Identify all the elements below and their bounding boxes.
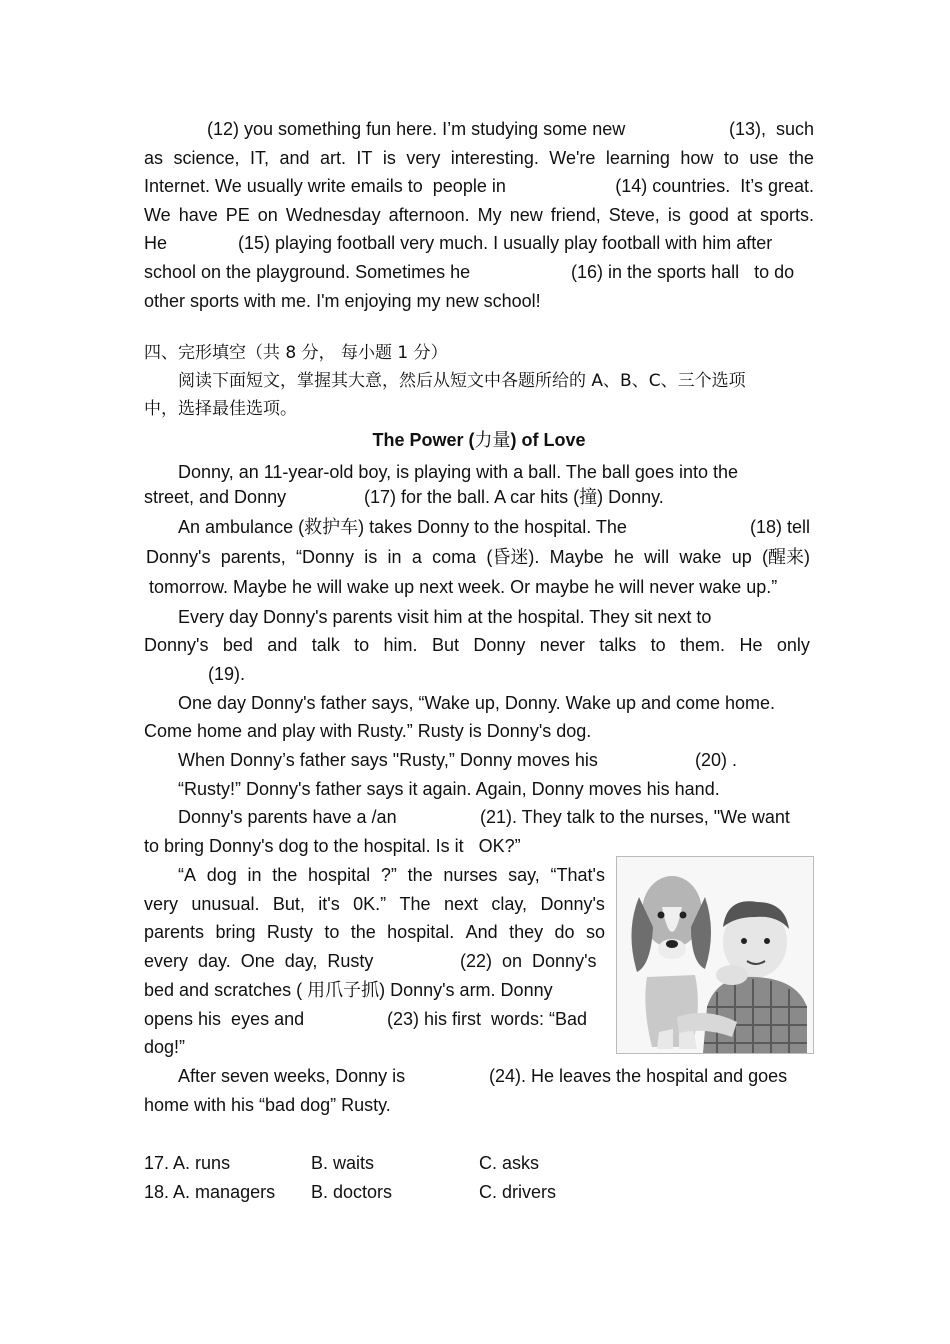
word: to	[723, 148, 739, 168]
passage2-line-6: Every day Donny's parents visit him at the hospital. They sit next to	[178, 607, 712, 627]
word: parents	[144, 922, 205, 942]
word: never	[539, 635, 585, 655]
word: up	[731, 547, 752, 567]
word: Maybe	[549, 547, 604, 567]
word: the	[788, 148, 814, 168]
word: Donny's	[540, 894, 605, 914]
word: ?”	[380, 865, 397, 885]
word: the	[350, 922, 376, 942]
passage1-line-1: (12) you something fun here. I’m studying some new (13), such	[207, 119, 814, 139]
word: interesting.	[450, 148, 539, 168]
passage2-line-13: Donny's parents have a /an (21). They talk to the nurses, "We want	[178, 807, 790, 827]
word: so	[585, 922, 605, 942]
word: “A	[178, 865, 196, 885]
passage2-line-19: bed and scratches ( 用爪子抓) Donny's arm. Donny	[144, 980, 553, 1000]
passage2-line-2: street, and Donny (17) for the ball. A car hits (撞) Donny.	[144, 487, 664, 507]
passage2-line-8: (19).	[208, 664, 246, 684]
word: them.	[680, 635, 726, 655]
word: very	[144, 894, 179, 914]
passage2-line-14: to bring Donny's dog to the hospital. Is it OK?”	[144, 836, 521, 856]
passage2-line-12: “Rusty!” Donny's father says it again. Again, Donny moves his hand.	[178, 779, 720, 799]
passage2-line-3: An ambulance (救护车) takes Donny to the hospital. The (18) tell	[178, 517, 810, 537]
word: “Donny	[296, 547, 355, 567]
word: new	[509, 205, 543, 225]
word: He	[739, 635, 763, 655]
word: in	[247, 865, 262, 885]
word: We're	[549, 148, 596, 168]
passage1-line-3: Internet. We usually write emails to people in (14) countries. It’s great.	[144, 176, 814, 196]
passage1-line-7: other sports with me. I'm enjoying my new school!	[144, 291, 541, 311]
option-18-a: A. managers	[173, 1182, 276, 1202]
word: to	[650, 635, 666, 655]
passage2-line-1: Donny, an 11-year-old boy, is playing with a ball. The ball goes into the	[178, 462, 738, 482]
word: learning	[605, 148, 670, 168]
word: they	[509, 922, 544, 942]
word: Steve,	[608, 205, 660, 225]
passage-title: The Power (力量) of Love	[372, 430, 586, 450]
option-18-c: C. drivers	[479, 1182, 557, 1202]
word: (醒来)	[761, 547, 810, 567]
word: is	[364, 547, 378, 567]
word: on	[257, 205, 278, 225]
passage2-line-7	[144, 634, 810, 656]
word: use	[749, 148, 779, 168]
word: afternoon.	[388, 205, 470, 225]
word: very	[406, 148, 441, 168]
passage1-line-5: He (15) playing football very much. I usually play football with him after	[144, 233, 773, 253]
option-row-18: 18. A. managers	[144, 1182, 276, 1202]
word: the	[272, 865, 298, 885]
word: good	[688, 205, 729, 225]
word: 0K.”	[353, 894, 387, 914]
word: clay,	[491, 894, 528, 914]
option-17-a: A. runs	[173, 1153, 231, 1173]
boy-and-dog-photo	[616, 856, 814, 1054]
passage1-line-4	[144, 204, 814, 226]
word: is	[382, 148, 396, 168]
word: hospital	[308, 865, 371, 885]
word: at	[736, 205, 752, 225]
word: and	[279, 148, 310, 168]
passage2-line-11: When Donny’s father says "Rusty,” Donny moves his (20) .	[178, 750, 738, 770]
word: But,	[272, 894, 305, 914]
passage2-line-5: tomorrow. Maybe he will wake up next week. Or maybe he will never wake up.”	[149, 577, 778, 597]
section-instruction-2: 中，选择最佳选项。	[144, 399, 297, 419]
option-17-c: C. asks	[479, 1153, 540, 1173]
word: to	[324, 922, 340, 942]
word: “That's	[550, 865, 605, 885]
word: the	[407, 865, 433, 885]
word: will	[644, 547, 670, 567]
word: in	[387, 547, 402, 567]
section-heading: 四、完形填空（共 8 分， 每小题 1 分）	[144, 343, 448, 363]
word: Wednesday	[285, 205, 381, 225]
passage2-line-9: One day Donny's father says, “Wake up, Donny. Wake up and come home.	[178, 693, 776, 713]
word: as	[144, 148, 164, 168]
word: Donny's	[146, 547, 211, 567]
word: hospital.	[387, 922, 455, 942]
passage1-line-6: school on the playground. Sometimes he (16) in the sports hall to do	[144, 262, 795, 282]
word: art.	[319, 148, 346, 168]
passage1-line-2	[144, 147, 814, 169]
word: wake	[679, 547, 722, 567]
word: Donny's	[144, 635, 209, 655]
word: to	[354, 635, 370, 655]
word: PE	[225, 205, 250, 225]
word: We	[144, 205, 171, 225]
word: is	[667, 205, 681, 225]
word: and	[267, 635, 298, 655]
word: a	[411, 547, 422, 567]
word: dog	[206, 865, 237, 885]
word: And	[465, 922, 498, 942]
word: how	[680, 148, 714, 168]
passage2-line-10: Come home and play with Rusty.” Rusty is Donny's dog.	[144, 721, 592, 741]
passage2-line-15	[178, 864, 605, 886]
passage2-line-17	[144, 921, 605, 943]
word: him.	[383, 635, 418, 655]
option-17-b: B. waits	[311, 1153, 375, 1173]
word: IT	[356, 148, 373, 168]
word: he	[613, 547, 634, 567]
word: parents,	[220, 547, 286, 567]
word: IT,	[249, 148, 269, 168]
word: science,	[173, 148, 240, 168]
word: bed	[222, 635, 253, 655]
word: only	[776, 635, 810, 655]
word: unusual.	[191, 894, 260, 914]
passage2-line-20: opens his eyes and (23) his first words: “Bad	[144, 1009, 588, 1029]
word: Rusty	[266, 922, 313, 942]
word: My	[477, 205, 502, 225]
word: sports.	[759, 205, 814, 225]
word: it's	[318, 894, 340, 914]
word: Donny	[473, 635, 526, 655]
word: have	[178, 205, 218, 225]
option-row-17: 17. A. runs	[144, 1153, 231, 1173]
word: do	[554, 922, 575, 942]
passage2-line-18: every day. One day, Rusty (22) on Donny's	[144, 951, 597, 971]
word: talk	[311, 635, 340, 655]
passage2-line-16	[144, 893, 605, 915]
word: bring	[215, 922, 256, 942]
passage2-line-4	[146, 546, 810, 568]
word: friend,	[550, 205, 601, 225]
word: coma	[432, 547, 477, 567]
word: The	[399, 894, 431, 914]
word: (昏迷).	[486, 547, 540, 567]
word: next	[443, 894, 478, 914]
word: talks	[599, 635, 637, 655]
option-18-b: B. doctors	[311, 1182, 393, 1202]
passage2-line-22: After seven weeks, Donny is (24). He leaves the hospital and goes	[178, 1066, 788, 1086]
word: nurses	[443, 865, 498, 885]
passage2-line-21: dog!”	[144, 1037, 186, 1057]
word: say,	[508, 865, 540, 885]
passage2-line-23: home with his “bad dog” Rusty.	[144, 1095, 391, 1115]
section-instruction-1: 阅读下面短文，掌握其大意，然后从短文中各题所给的 A、B、C、三个选项	[178, 371, 746, 391]
word: But	[431, 635, 459, 655]
